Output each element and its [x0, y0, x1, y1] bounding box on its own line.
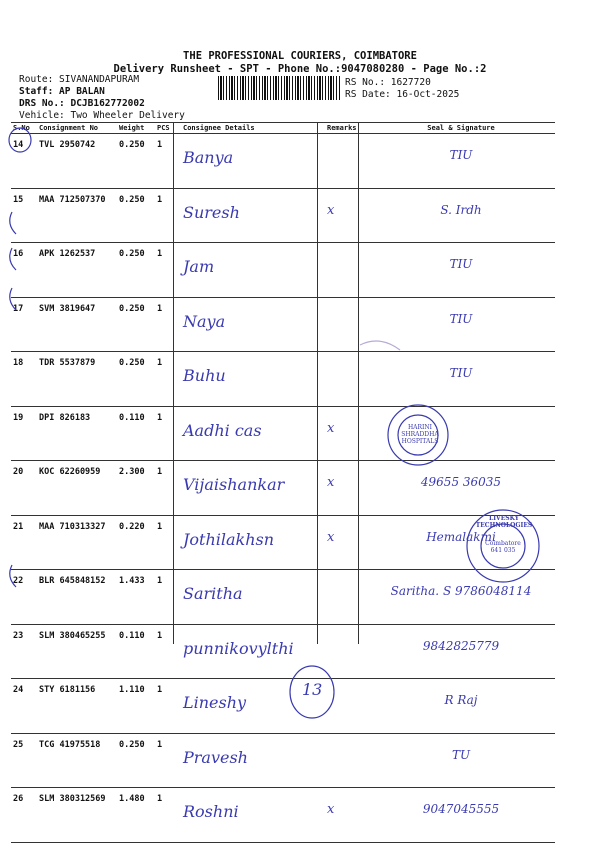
row-consignee-signature: Naya [181, 297, 325, 352]
header-pcs: PCS [155, 123, 181, 134]
runsheet-subtitle: Delivery Runsheet - SPT - Phone No.:9047080280 - Page No.:2 [113, 63, 487, 75]
row-consignee-signature: Jothilakhsn [181, 515, 325, 570]
circle-mark [10, 212, 16, 234]
row-seal-signature: Hemalakmi [367, 515, 555, 570]
row-consignment-no: DPI 826183 [37, 406, 117, 461]
row-remark-mark: x [325, 461, 367, 516]
row-weight: 0.250 [117, 188, 155, 243]
row-pcs: 1 [155, 134, 181, 189]
row-remark-mark: x [325, 788, 367, 843]
circle-mark [9, 128, 31, 152]
row-consignee-signature: Pravesh [181, 733, 325, 788]
row-consignment-no: BLR 645848152 [37, 570, 117, 625]
row-sno: 18 [11, 352, 37, 407]
row-pcs: 1 [155, 624, 181, 679]
row-sno: 21 [11, 515, 37, 570]
row-consignee-signature: Suresh [181, 188, 325, 243]
row-seal-signature: R Raj [367, 679, 555, 734]
row-weight: 0.250 [117, 352, 155, 407]
row-sno: 20 [11, 461, 37, 516]
circle-mark [10, 565, 16, 587]
row-remark-mark: x [325, 515, 367, 570]
row-seal-signature: TIU [367, 297, 555, 352]
row-consignee-signature: Banya [181, 134, 325, 189]
header-seal: Seal & Signature [367, 123, 555, 134]
row-seal-signature: 9842825779 [367, 624, 555, 679]
row-consignee-signature: Saritha [181, 570, 325, 625]
row-sno: 24 [11, 679, 37, 734]
row-seal-signature: TIU [367, 352, 555, 407]
header-consignment: Consignment No [37, 123, 117, 134]
rs-date: RS Date: 16-Oct-2025 [345, 89, 460, 100]
row-seal-signature: Saritha. S 9786048114 [367, 570, 555, 625]
row-weight: 2.300 [117, 461, 155, 516]
row-seal-signature: TIU [367, 134, 555, 189]
row-consignment-no: SVM 3819647 [37, 297, 117, 352]
row-seal-signature: 9047045555 [367, 788, 555, 843]
row-consignment-no: SLM 380312569 [37, 788, 117, 843]
row-consignment-no: STY 6181156 [37, 679, 117, 734]
row-sno: 23 [11, 624, 37, 679]
row-weight: 0.250 [117, 134, 155, 189]
row-weight: 0.110 [117, 624, 155, 679]
row-weight: 0.110 [117, 406, 155, 461]
row-pcs: 1 [155, 406, 181, 461]
circle-mark [10, 248, 16, 270]
row-sno: 17 [11, 297, 37, 352]
row-consignee-signature: Roshni [181, 788, 325, 843]
row-pcs: 1 [155, 297, 181, 352]
row-remark-mark: x [325, 406, 367, 461]
row-sno: 14 [11, 134, 37, 189]
hospital-stamp-text: HARINI SHRADDHA HOSPITALS [401, 424, 439, 445]
row-consignee-signature: punnikovylthi [181, 624, 325, 679]
row-sno: 25 [11, 733, 37, 788]
company-stamp-city: Coimbatore 641 035 [485, 540, 521, 554]
route-label: Route: SIVANANDAPURAM [19, 74, 140, 85]
row-consignment-no: KOC 62260959 [37, 461, 117, 516]
row-pcs: 1 [155, 788, 181, 843]
row-seal-signature: TU [367, 733, 555, 788]
row-weight: 0.250 [117, 297, 155, 352]
vehicle-label: Vehicle: Two Wheeler Delivery [19, 110, 185, 121]
row-weight: 0.220 [117, 515, 155, 570]
faint-stamp [360, 341, 400, 350]
row-consignee-signature: Buhu [181, 352, 325, 407]
row-seal-signature: TIU [367, 243, 555, 298]
rs-number: RS No.: 1627720 [345, 77, 431, 88]
row-pcs: 1 [155, 243, 181, 298]
row-consignee-signature: Vijaishankar [181, 461, 325, 516]
row-seal-signature: 49655 36035 [367, 461, 555, 516]
row-pcs: 1 [155, 461, 181, 516]
header-consignee: Consignee Details [181, 123, 325, 134]
row-consignment-no: TCG 41975518 [37, 733, 117, 788]
row-pcs: 1 [155, 188, 181, 243]
row-weight: 0.250 [117, 733, 155, 788]
row-consignment-no: MAA 710313327 [37, 515, 117, 570]
row-consignment-no: APK 1262537 [37, 243, 117, 298]
row-pcs: 1 [155, 515, 181, 570]
row-sno: 16 [11, 243, 37, 298]
row-weight: 0.250 [117, 243, 155, 298]
row-sno: 15 [11, 188, 37, 243]
row-remark-mark: x [325, 188, 367, 243]
row-consignee-signature: Lineshy [181, 679, 325, 734]
row-pcs: 1 [155, 570, 181, 625]
company-stamp-text: LIVESKY TECHNOLOGIES [475, 515, 533, 529]
row-weight: 1.433 [117, 570, 155, 625]
row-weight: 1.110 [117, 679, 155, 734]
row-pcs: 1 [155, 733, 181, 788]
row-consignment-no: SLM 380465255 [37, 624, 117, 679]
row-consignee-signature: Aadhi cas [181, 406, 325, 461]
header-weight: Weight [117, 123, 155, 134]
row-sno: 22 [11, 570, 37, 625]
row-pcs: 1 [155, 679, 181, 734]
header-sno: S.No [11, 123, 37, 134]
staff-label: Staff: AP BALAN [19, 86, 105, 97]
drs-number: DRS No.: DCJB162772002 [19, 98, 145, 109]
header-remarks: Remarks [325, 123, 367, 134]
row-consignee-signature: Jam [181, 243, 325, 298]
page-mark: 13 [302, 680, 323, 699]
row-consignment-no: TVL 2950742 [37, 134, 117, 189]
circle-mark [10, 288, 16, 310]
row-weight: 1.480 [117, 788, 155, 843]
row-sno: 26 [11, 788, 37, 843]
row-consignment-no: MAA 712507370 [37, 188, 117, 243]
company-title: THE PROFESSIONAL COURIERS, COIMBATORE [183, 50, 417, 62]
row-consignment-no: TDR 5537879 [37, 352, 117, 407]
row-sno: 19 [11, 406, 37, 461]
row-pcs: 1 [155, 352, 181, 407]
row-seal-signature: S. Irdh [367, 188, 555, 243]
